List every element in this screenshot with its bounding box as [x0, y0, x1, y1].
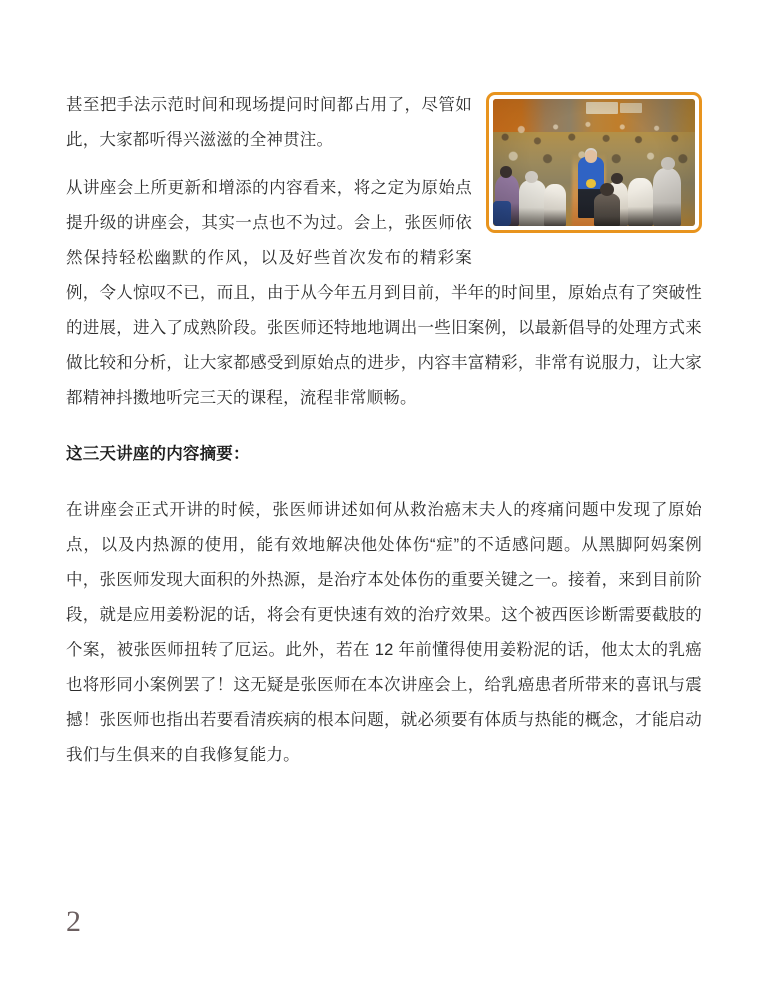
- lecture-hall-crowd-photo: [486, 92, 702, 233]
- paragraph-1: 甚至把手法示范时间和现场提问时间都占用了，尽管如此，大家都听得兴滋滋的全神贯注。: [66, 96, 472, 149]
- photo-vignette: [493, 99, 695, 226]
- photo-image: [493, 99, 695, 226]
- paragraph-2: 从讲座会上所更新和增添的内容看来，将之定为原始点提升级的讲座会，其实一点也不为过。会上，张医师依然保持轻松幽默的作风，以及好些首次发布的精彩案例，令人惊叹不已，而且，由于从今年五月到目前，半年的时间里，原始点有了突破性的进展，进入了成熟阶段。张医师还特地地调出一些旧案例，以最新倡导的处理方式来做比较和分析，让大家都感受到原始点的进步，内容丰富精彩，非常有说服力，让大家都精神抖擞地听完三天的课程，流程非常顺畅。: [66, 179, 702, 407]
- section-heading: 这三天讲座的内容摘要：: [66, 445, 250, 463]
- page-number: 2: [66, 905, 81, 938]
- paragraph-3: 在讲座会正式开讲的时候，张医师讲述如何从救治癌末夫人的疼痛问题中发现了原始点，以及内热源的使用，能有效地解决他处体伤“症”的不适感问题。从黑脚阿妈案例中，张医师发现大面积的外热源，是治疗本处体伤的重要关键之一。接着，来到目前阶段，就是应用姜粉泥的话，将会有更快速有效的治疗效果。这个被西医诊断需要截肢的个案，被张医师扭转了厄运。此外，若在 12 年前懂得使用姜粉泥的话，他太太的乳癌也将形同小案例罢了！这无疑是张医师在本次讲座会上，给乳癌患者所带来的喜讯与震撼！张医师也指出若要看清疾病的根本问题，就必须要有体质与热能的概念，才能启动我们与生俱来的自我修复能力。: [66, 501, 702, 764]
- page-content: [66, 88, 702, 773]
